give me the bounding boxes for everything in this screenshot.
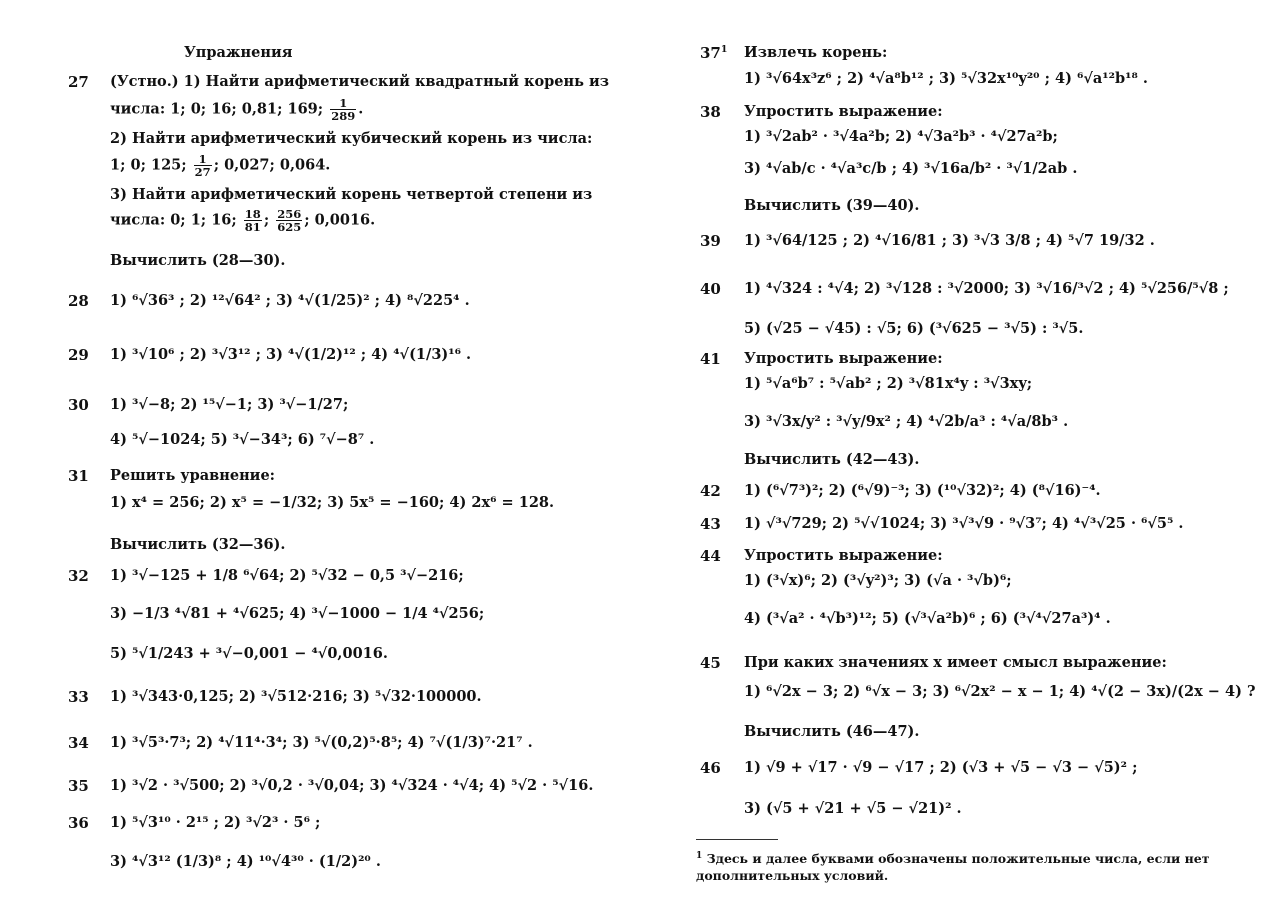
exercise-text bbox=[110, 153, 330, 178]
numerator: 256 bbox=[277, 207, 302, 221]
exercise-text: (Устно.) 1) Найти арифметический квадратный корень из bbox=[110, 73, 610, 90]
exercise-line: 4) (³√a² · ⁴√b³)¹²; 5) (√³√a²b)⁶ ; 6) (³√⁴√27a³)⁴ . bbox=[744, 610, 1111, 627]
exercise-line: 3) ⁴√3¹² (1/3)⁸ ; 4) ¹⁰√4³⁰ · (1/2)²⁰ . bbox=[110, 853, 381, 870]
denominator: 625 bbox=[277, 220, 302, 235]
exercise-line: 1) √³√729; 2) ⁵√√1024; 3) ³√³√9 · ⁹√3⁷; 4) ⁴√³√25 · ⁶√5⁵ . bbox=[744, 515, 1184, 532]
exercise-number: 30 bbox=[68, 396, 89, 414]
exercise-number: 40 bbox=[700, 280, 721, 298]
exercise-line: 1) ³√2 · ³√500; 2) ³√0,2 · ³√0,04; 3) ⁴√324 · ⁴√4; 4) ⁵√2 · ⁵√16. bbox=[110, 777, 594, 794]
exercise-number: 45 bbox=[700, 654, 721, 672]
exercise-line: 1) ³√343·0,125; 2) ³√512·216; 3) ⁵√32·100000. bbox=[110, 688, 482, 705]
exercise-number: 33 bbox=[68, 688, 89, 706]
exercise-line: 1) (³√x)⁶; 2) (³√y²)³; 3) (√a · ³√b)⁶; bbox=[744, 572, 1012, 589]
footnote-marker: 1 bbox=[696, 851, 703, 861]
exercise-number: 39 bbox=[700, 232, 721, 250]
exercise-number: 31 bbox=[68, 467, 89, 485]
exercise-line: 1) ⁵√3¹⁰ · 2¹⁵ ; 2) ³√2³ · 5⁶ ; bbox=[110, 814, 321, 831]
denominator: 81 bbox=[244, 220, 261, 235]
exercise-text: 3) Найти арифметический корень четвертой степени из bbox=[110, 186, 593, 203]
exercise-line: 3) ⁴√ab/c · ⁴√a³c/b ; 4) ³√16a/b² · ³√1/2ab . bbox=[744, 160, 1078, 177]
exercise-number: 42 bbox=[700, 482, 721, 500]
exercise-line: 3) ³√3x/y² : ³√y/9x² ; 4) ⁴√2b/a³ : ⁴√a/8b³ . bbox=[744, 413, 1069, 430]
exercise-text-part: ; 0,027; 0,064. bbox=[213, 156, 331, 174]
exercise-line: 1) ³√64/125 ; 2) ⁴√16/81 ; 3) ³√3 3/8 ; 4) ⁵√7 19/32 . bbox=[744, 232, 1155, 249]
exercise-line: 1) ⁵√a⁶b⁷ : ⁵√ab² ; 2) ³√81x⁴y : ³√3xy; bbox=[744, 375, 1033, 392]
footnote-marker: 1 bbox=[720, 44, 728, 55]
calc-heading: Вычислить (28—30). bbox=[110, 252, 286, 269]
exercise-line: 5) ⁵√1/243 + ³√−0,001 − ⁴√0,0016. bbox=[110, 645, 388, 662]
footnote bbox=[696, 848, 1226, 884]
exercise-line: 1) √9 + √17 · √9 − √17 ; 2) (√3 + √5 − √3 − √5)² ; bbox=[744, 759, 1138, 776]
numerator: 18 bbox=[244, 207, 261, 221]
exercise-line: 3) −1/3 ⁴√81 + ⁴√625; 4) ³√−1000 − 1/4 ⁴√256; bbox=[110, 605, 485, 622]
exercise-number: 28 bbox=[68, 292, 89, 310]
exercise-title: Упростить выражение: bbox=[744, 547, 943, 564]
calc-heading: Вычислить (46—47). bbox=[744, 723, 920, 740]
exercise-line: 1) ⁶√2x − 3; 2) ⁶√x − 3; 3) ⁶√2x² − x − 1; 4) ⁴√(2 − 3x)/(2x − 4) ? bbox=[744, 683, 1256, 700]
exercise-number: 41 bbox=[700, 350, 721, 368]
exercise-text-part: 1; 0; 125; bbox=[110, 156, 187, 174]
fraction bbox=[194, 153, 212, 178]
exercise-number: 43 bbox=[700, 515, 721, 533]
exercise-line: 1) ⁶√36³ ; 2) ¹²√64² ; 3) ⁴√(1/25)² ; 4) ⁸√225⁴ . bbox=[110, 292, 470, 309]
exercise-number: 34 bbox=[68, 734, 89, 752]
exercise-line: 1) ⁴√324 : ⁴√4; 2) ³√128 : ³√2000; 3) ³√16/³√2 ; 4) ⁵√256/⁵√8 ; bbox=[744, 280, 1229, 297]
fraction bbox=[330, 97, 356, 122]
exercise-line: 5) (√25 − √45) : √5; 6) (³√625 − ³√5) : ³√5. bbox=[744, 320, 1084, 337]
exercise-line: 1) ³√10⁶ ; 2) ³√3¹² ; 3) ⁴√(1/2)¹² ; 4) ⁴√(1/3)¹⁶ . bbox=[110, 346, 472, 363]
denominator: 289 bbox=[331, 109, 356, 124]
exercise-line: 1) ³√64x³z⁶ ; 2) ⁴√a⁸b¹² ; 3) ⁵√32x¹⁰y²⁰ ; 4) ⁶√a¹²b¹⁸ . bbox=[744, 70, 1148, 87]
exercise-number: 44 bbox=[700, 547, 721, 565]
exercise-text: 2) Найти арифметический кубический корень из числа: bbox=[110, 130, 593, 147]
exercise-number: 38 bbox=[700, 103, 721, 121]
exercise-text: числа: 1; 0; 16; 0,81; 169; $\frac{1}{289}$ . bbox=[110, 96, 364, 124]
numerator: 1 bbox=[194, 153, 212, 166]
exercise-line: 1) ³√−8; 2) ¹⁵√−1; 3) ³√−1/27; bbox=[110, 396, 349, 413]
exercise-title: Упростить выражение: bbox=[744, 350, 943, 367]
exercise-number-text: 37 bbox=[700, 44, 721, 62]
exercise-line: 3) (√5 + √21 + √5 − √21)² . bbox=[744, 800, 962, 817]
exercise-line: 1) (⁶√7³)²; 2) (⁶√9)⁻³; 3) (¹⁰√32)²; 4) (⁸√16)⁻⁴. bbox=[744, 482, 1101, 499]
exercise-text-part: числа: 0; 1; 16; bbox=[110, 211, 237, 229]
exercise-number: 35 bbox=[68, 777, 89, 795]
exercise-text-part: ; 0,0016. bbox=[304, 211, 376, 229]
footnote-text: Здесь и далее буквами обозначены положительные числа, если нет дополнительных условий. bbox=[696, 851, 1210, 884]
fraction bbox=[244, 208, 262, 233]
numerator: 1 bbox=[330, 97, 356, 110]
exercise-number: 27 bbox=[68, 73, 89, 91]
exercise-title: При каких значениях x имеет смысл выражение: bbox=[744, 654, 1167, 671]
exercise-text: числа: 0; 1; 16; $\frac{18}{81}$ ; $\frac{256}{625}$ ; 0,0016. bbox=[110, 207, 376, 235]
denominator: 27 bbox=[194, 165, 211, 180]
exercise-title: Решить уравнение: bbox=[110, 467, 276, 484]
exercise-line: 1) ³√2ab² · ³√4a²b; 2) ⁴√3a²b³ · ⁴√27a²b; bbox=[744, 128, 1058, 145]
exercise-number bbox=[700, 44, 728, 62]
section-heading: Упражнения bbox=[184, 44, 293, 61]
exercise-title: Извлечь корень: bbox=[744, 44, 888, 61]
exercise-text-part: числа: 1; 0; 16; 0,81; 169; bbox=[110, 100, 324, 118]
calc-heading: Вычислить (32—36). bbox=[110, 536, 286, 553]
exercise-number: 46 bbox=[700, 759, 721, 777]
exercise-line: 1) ³√5³·7³; 2) ⁴√11⁴·3⁴; 3) ⁵√(0,2)⁵·8⁵; 4) ⁷√(1/3)⁷·21⁷ . bbox=[110, 734, 533, 751]
exercise-number: 29 bbox=[68, 346, 89, 364]
exercise-line: 4) ⁵√−1024; 5) ³√−34³; 6) ⁷√−8⁷ . bbox=[110, 431, 375, 448]
footnote-separator bbox=[696, 839, 778, 840]
calc-heading: Вычислить (39—40). bbox=[744, 197, 920, 214]
exercise-line: 1) ³√−125 + 1/8 ⁶√64; 2) ⁵√32 − 0,5 ³√−216; bbox=[110, 567, 464, 584]
fraction bbox=[276, 208, 302, 233]
exercise-title: Упростить выражение: bbox=[744, 103, 943, 120]
exercise-line: 1) x⁴ = 256; 2) x⁵ = −1/32; 3) 5x⁵ = −160; 4) 2x⁶ = 128. bbox=[110, 494, 555, 511]
exercise-number: 36 bbox=[68, 814, 89, 832]
exercise-number: 32 bbox=[68, 567, 89, 585]
calc-heading: Вычислить (42—43). bbox=[744, 451, 920, 468]
